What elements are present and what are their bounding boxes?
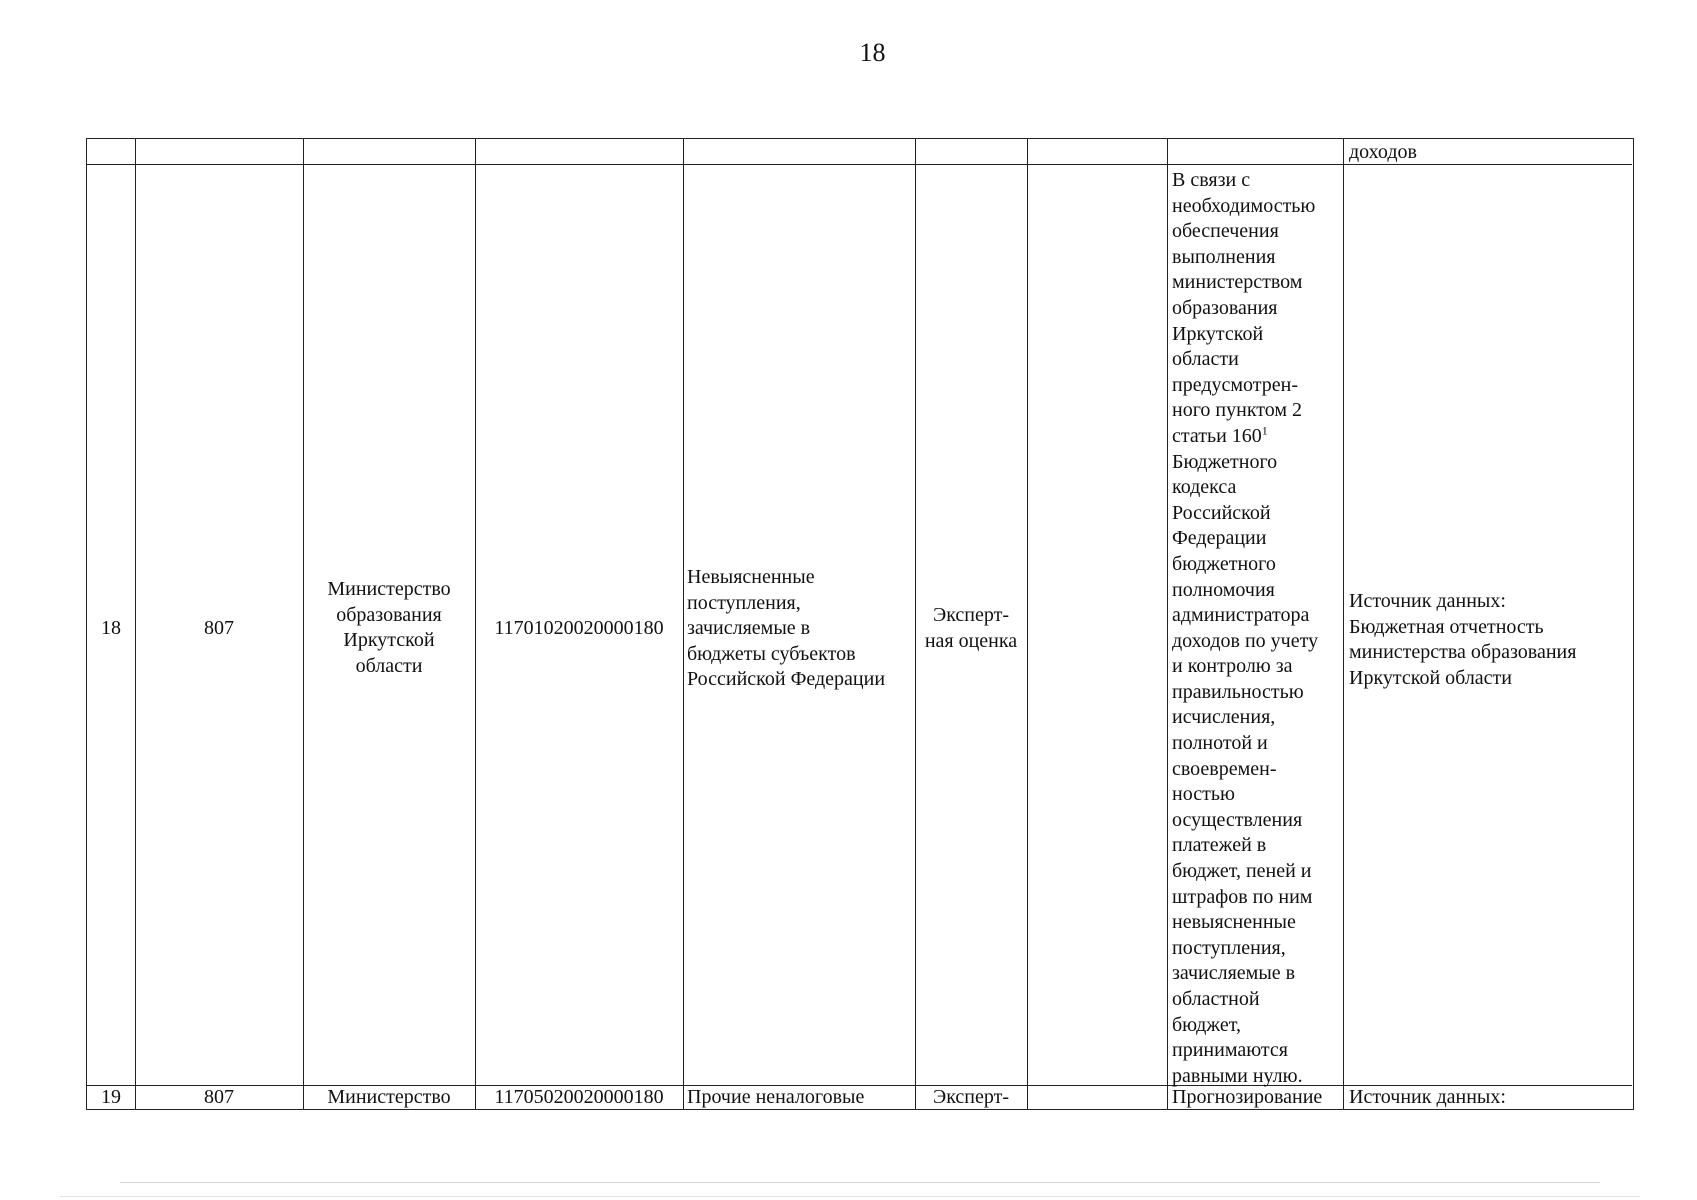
scan-artifact xyxy=(60,1196,1640,1197)
description-line: кодекса xyxy=(1172,476,1237,499)
income-name xyxy=(687,565,885,693)
carryover-source-cell: доходов xyxy=(1349,141,1417,163)
description-line xyxy=(1172,424,1318,450)
description-line: областной xyxy=(1172,988,1260,1010)
admin-code: 807 xyxy=(204,617,234,639)
description-line: поступления, xyxy=(1172,936,1286,959)
data-source: Источник данных: xyxy=(1349,1086,1506,1108)
description-line: правильностью xyxy=(1172,680,1304,703)
description-line: доходов по учету xyxy=(1172,629,1319,652)
row-number: 19 xyxy=(101,1086,121,1108)
description-line: осуществления xyxy=(1172,808,1303,831)
data-source-line: Источник данных: xyxy=(1349,590,1506,612)
description-line: выполнения xyxy=(1172,245,1276,268)
description-line: исчисления, xyxy=(1172,706,1276,729)
data-source-line: министерства образования xyxy=(1349,641,1577,664)
description-line: невыясненные xyxy=(1172,911,1296,934)
description-line: полномочия xyxy=(1172,578,1275,601)
forecast-method-line: Эксперт- xyxy=(932,604,1009,626)
kbk-code: 11701020020000180 xyxy=(494,617,664,639)
description-line: равными нулю. xyxy=(1172,1064,1303,1087)
description-line: В связи с xyxy=(1172,169,1251,191)
column-divider xyxy=(1167,139,1168,1109)
description-line: ностью xyxy=(1172,783,1235,806)
income-name-line: Российской Федерации xyxy=(687,668,886,691)
column-divider xyxy=(1343,139,1344,1109)
description-line: Федерации xyxy=(1172,527,1267,550)
description-line: министерством xyxy=(1172,271,1303,294)
admin-name-line: области xyxy=(355,654,423,677)
article-superscript: 1 xyxy=(1261,423,1268,438)
column-divider xyxy=(1027,139,1028,1109)
description-line: Иркутской xyxy=(1172,322,1264,345)
description-line: Бюджетного xyxy=(1172,450,1278,473)
description-line-text: статьи 160 xyxy=(1172,424,1262,447)
description-line: обеспечения xyxy=(1172,220,1279,243)
description-line: Российской xyxy=(1172,501,1271,524)
description-line: своевремен- xyxy=(1172,757,1277,780)
column-divider xyxy=(683,139,684,1109)
forecast-description xyxy=(1172,168,1318,1089)
forecast-description: Прогнозирование xyxy=(1172,1086,1323,1108)
description-line: образования xyxy=(1172,296,1278,319)
scan-artifact xyxy=(120,1182,1600,1183)
description-line: области xyxy=(1172,348,1239,371)
income-name-line: Невыясненные xyxy=(687,566,815,588)
income-name: Прочие неналоговые xyxy=(687,1086,865,1108)
description-line: штрафов по ним xyxy=(1172,885,1313,908)
admin-name-line: образования xyxy=(336,603,442,626)
admin-name: Министерство xyxy=(327,1086,451,1108)
page-number: 18 xyxy=(859,38,886,67)
forecast-method xyxy=(915,603,1027,654)
income-name-line: зачисляемые в xyxy=(687,617,811,640)
admin-name xyxy=(303,577,475,679)
description-line: платежей в xyxy=(1172,834,1267,857)
description-line: бюджет, пеней и xyxy=(1172,860,1312,883)
data-source xyxy=(1349,589,1576,691)
admin-code: 807 xyxy=(204,1086,234,1108)
data-source-line: Бюджетная отчетность xyxy=(1349,615,1544,638)
description-line: полнотой и xyxy=(1172,732,1268,755)
description-line: принимаются xyxy=(1172,1039,1288,1062)
admin-name-line: Иркутской xyxy=(343,629,435,652)
description-line: бюджетного xyxy=(1172,552,1276,575)
budget-forecast-table xyxy=(86,138,1634,1110)
row-number: 18 xyxy=(101,617,121,639)
description-line: зачисляемые в xyxy=(1172,962,1296,985)
admin-name-line: Министерство xyxy=(327,578,451,600)
description-line: необходимостью xyxy=(1172,194,1316,217)
description-line: и контролю за xyxy=(1172,655,1293,678)
data-source-line: Иркутской области xyxy=(1349,666,1512,689)
kbk-code: 11705020020000180 xyxy=(494,1086,664,1108)
income-name-line: бюджеты субъектов xyxy=(687,642,856,665)
description-line: ного пунктом 2 xyxy=(1172,399,1303,422)
description-line: администратора xyxy=(1172,604,1310,627)
income-name-line: поступления, xyxy=(687,591,801,614)
forecast-method-line: ная оценка xyxy=(924,629,1018,652)
forecast-method: Эксперт- xyxy=(932,1086,1009,1108)
description-line: бюджет, xyxy=(1172,1013,1241,1036)
description-line: предусмотрен- xyxy=(1172,373,1298,396)
